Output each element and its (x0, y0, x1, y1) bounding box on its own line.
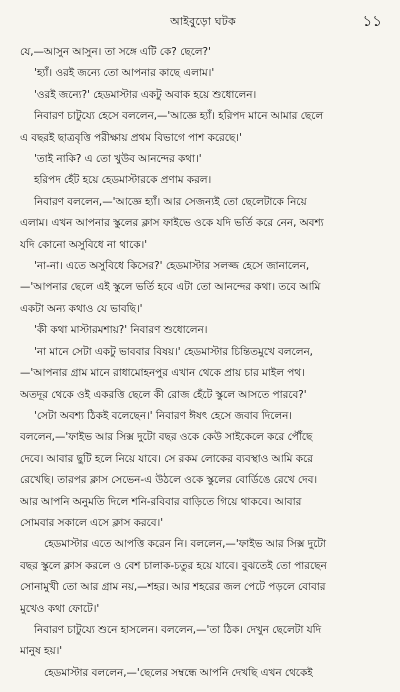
text-line: 'হ্যাঁ। ওরই জন্যে তো আপনার কাছে এলাম।' (34, 67, 215, 80)
text-line: নিবারণ চাটুয্যে হেসে বললেন,—'আজ্ঞে হ্যাঁ। হরিপদ মানে আমার ছেলে (34, 110, 324, 123)
text-line: সোনামুখী তো আর গ্রাম নয়,—শহর। আর শহরের জল পেটে পড়লে বোবার (20, 581, 326, 594)
page-header (20, 10, 386, 32)
running-title: আইবুড়ো ঘটক (170, 15, 236, 28)
text-line: সোমবার সকালে এসে ক্লাস করবে।' (20, 516, 164, 529)
page-number: ১১ (362, 12, 382, 30)
text-line: 'কী কথা মাস্টারমশায়?' নিবারণ শুধোলেন। (34, 324, 208, 337)
text-line: বললেন,—'ফাইভ আর সিক্স দুটো বছর ওকে কেউ সাইকেলে করে পৌঁছে (20, 431, 313, 444)
text-line: এ বছরই ছাত্রবৃত্তি পরীক্ষায় প্রথম বিভাগে পাশ করেছে।' (20, 131, 242, 144)
text-line: হেডমাস্টার এতে আপত্তি করেন নি। বললেন,—'ফাইভ আর সিক্স দুটো (44, 538, 326, 551)
text-line: মানুষ হয়।' (20, 645, 63, 658)
text-line: 'ওরই জন্যে?' হেডমাস্টার একটু অবাক হয়ে শুধোলেন। (34, 88, 257, 101)
text-line: দেবে। আবার ছুটি হলে নিয়ে যাবে। সে রকম লোকের ব্যবস্থাও আমি করে (20, 452, 313, 465)
text-line: 'তাই নাকি? এ তো খুউব আনন্দের কথা।' (34, 153, 202, 166)
text-line: নিবারণ চাটুয্যে শুনে হাসলেন। বললেন,—'তা ঠিক। দেখুন ছেলেটা যদি (34, 623, 322, 636)
text-line: একটা অন্য কথাও যে ভাবছি।' (20, 302, 143, 315)
text-line: 'না মানে সেটা একটু ভাববার বিষয়।' হেডমাস্টার চিন্তিতমুখে বললেন, (34, 345, 313, 358)
text-line: 'সেটা অবশ্য ঠিকই বলেছেন।' নিবারণ ঈষৎ হেসে জবাব দিলেন। (34, 409, 293, 422)
text-line: মুখেও কথা ফোটে।' (20, 602, 100, 615)
text-line: হরিপদ হেঁট হয়ে হেডমাস্টারকে প্রণাম করল। (34, 174, 212, 187)
text-line: 'না-না। এতে অসুবিধে কিসের?' হেডমাস্টার সলজ্জ হেসে জানালেন, (34, 260, 310, 273)
body-text (20, 42, 386, 684)
text-line: যে,—আসুন আসুন। তা সঙ্গে এটি কে? ছেলে?' (20, 46, 211, 58)
text-line: অতদূর থেকে ওই একরত্তি ছেলে কী রোজ হেঁটে স্কুলে আসতে পারবে?' (20, 388, 307, 401)
text-line: যদি কোনো অসুবিধে না থাকে।' (20, 238, 148, 251)
text-line: এলাম। এখন আপনার স্কুলের ক্লাস ফাইভে ওকে যদি ভর্তি করে নেন, অবশ্য (20, 217, 324, 230)
text-line: নিবারণ বললেন,—'আজ্ঞে হ্যাঁ। আর সেজন্যই তো ছেলেটাকে নিয়ে (34, 195, 307, 208)
text-line: —'আপনার গ্রাম মানে রাধামোহনপুর এখান থেকে প্রায় চার মাইল পথ। (20, 367, 305, 380)
text-line: আর আপনি অনুমতি দিলে শনি-রবিবার বাড়িতে গিয়ে থাকবে। আবার (20, 495, 302, 508)
text-line: বছর স্কুলে ক্লাস করলে ও বেশ চালাক-চতুর হয়ে যাবে। বুঝতেই তো পারছেন (20, 559, 327, 572)
text-line: রেখেছি। তারপর ক্লাস সেভেন-এ উঠলে ওকে স্কুলের বোর্ডিঙে রেখে দেব। (20, 474, 318, 487)
text-line: —'আপনার ছেলে এই স্কুলে ভর্তি হবে এটা তো আনন্দের কথা। তবে আমি (20, 281, 321, 294)
text-line: হেডমাস্টার বললেন,—'ছেলের সম্বন্ধে আপনি দেখছি এখন থেকেই (44, 666, 313, 679)
